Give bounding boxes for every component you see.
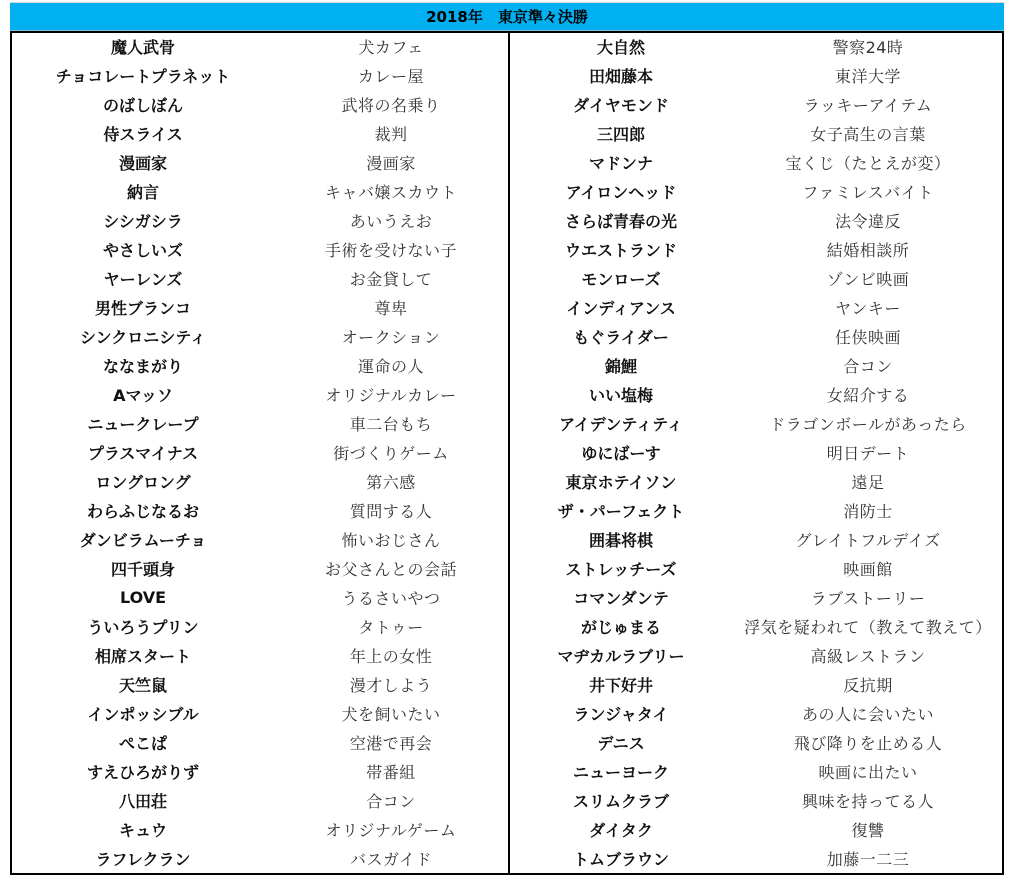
- theme-cell: ゾンビ映画: [826, 270, 910, 289]
- theme-cell: 空港で再会: [349, 734, 433, 753]
- combo-name-cell: スリムクラブ: [572, 792, 669, 811]
- combo-name-cell: 八田荘: [118, 792, 167, 811]
- theme-cell: 復讐: [851, 821, 885, 840]
- combo-name-cell: がじゅまる: [580, 618, 661, 637]
- theme-cell: 警察24時: [832, 38, 904, 57]
- combo-name-cell: やさしいズ: [102, 241, 183, 260]
- table-row: [12, 148, 508, 177]
- theme-cell: 加藤一二三: [826, 850, 910, 869]
- theme-cell: ラッキーアイテム: [803, 96, 933, 115]
- table-row: [510, 177, 1004, 206]
- table-row: [12, 90, 508, 119]
- theme-cell: うるさいやつ: [341, 589, 441, 608]
- table-row: [12, 61, 508, 90]
- table-row: [12, 728, 508, 757]
- theme-cell: お父さんとの会話: [324, 560, 457, 579]
- combo-name-cell: 囲碁将棋: [588, 531, 653, 550]
- combo-name-cell: コマンダンテ: [573, 589, 669, 608]
- combo-name-cell: ストレッチーズ: [565, 560, 677, 579]
- combo-name-cell: ニューヨーク: [572, 763, 669, 782]
- combo-name-cell: チョコレートプラネット: [55, 67, 231, 86]
- table-row: [12, 583, 508, 612]
- table-row: [12, 786, 508, 815]
- theme-cell: 怖いおじさん: [341, 531, 441, 550]
- combo-name-cell: もぐライダー: [573, 328, 669, 347]
- table-row: [12, 757, 508, 786]
- theme-cell: 犬カフェ: [358, 38, 424, 57]
- table-row: [510, 583, 1004, 612]
- combo-name-cell: ウエストランド: [564, 241, 677, 260]
- combo-name-cell: ラフレクラン: [95, 850, 191, 869]
- theme-cell: あの人に会いたい: [801, 705, 934, 724]
- table-row: [12, 177, 508, 206]
- combo-name-cell: シシガシラ: [103, 212, 183, 231]
- theme-cell: ヤンキー: [835, 299, 901, 318]
- theme-cell: 法令違反: [834, 212, 901, 231]
- theme-cell: 合コン: [366, 792, 416, 811]
- table-row: [12, 264, 508, 293]
- table-row: [12, 293, 508, 322]
- table-row: [510, 351, 1004, 380]
- table-row: [12, 699, 508, 728]
- theme-cell: 明日デート: [826, 444, 910, 463]
- table-row: [510, 815, 1004, 844]
- theme-cell: 飛び降りを止める人: [793, 734, 943, 753]
- theme-cell: 漫才しよう: [349, 676, 433, 695]
- theme-cell: 女子高生の言葉: [810, 125, 926, 144]
- theme-cell: 結婚相談所: [826, 241, 910, 260]
- combo-name-cell: 納言: [126, 183, 159, 202]
- combo-name-cell: ニュークレープ: [87, 415, 199, 434]
- theme-cell: 浮気を疑われて（教えて教えて）: [744, 618, 992, 637]
- combo-name-cell: プラスマイナス: [87, 444, 199, 463]
- theme-cell: お金貸して: [349, 270, 433, 289]
- theme-cell: 手術を受けない子: [324, 241, 457, 260]
- combo-name-cell: ランジャタイ: [573, 705, 669, 724]
- table-row: [12, 554, 508, 583]
- table-row: [12, 844, 508, 873]
- theme-cell: 女紹介する: [826, 386, 910, 405]
- combo-name-cell: トムブラウン: [572, 850, 669, 869]
- combo-name-cell: Aマッソ: [113, 386, 173, 405]
- theme-cell: あいうえお: [349, 212, 433, 231]
- table-row: [12, 438, 508, 467]
- table-row: [510, 206, 1004, 235]
- combo-name-cell: 男性ブランコ: [94, 299, 191, 318]
- table-row: [12, 322, 508, 351]
- combo-name-cell: アイデンティティ: [559, 415, 683, 434]
- table-row: [510, 32, 1004, 61]
- table-row: [12, 815, 508, 844]
- table-row: [12, 641, 508, 670]
- sheet-title: 2018年 東京準々決勝: [10, 2, 1004, 31]
- table-row: [510, 61, 1004, 90]
- table-row: [510, 148, 1004, 177]
- table-row: [12, 612, 508, 641]
- combo-name-cell: 井下好井: [588, 676, 653, 695]
- theme-cell: オリジナルカレー: [325, 386, 457, 405]
- table-row: [510, 844, 1004, 873]
- theme-cell: バスガイド: [349, 850, 433, 869]
- theme-cell: 漫画家: [366, 154, 416, 173]
- theme-cell: 高級レストラン: [810, 647, 926, 666]
- table-row: [12, 380, 508, 409]
- combo-name-cell: ヤーレンズ: [103, 270, 183, 289]
- table-row: [510, 786, 1004, 815]
- combo-name-cell: シンクロニシティ: [79, 328, 206, 347]
- theme-cell: 遠足: [851, 473, 885, 492]
- table-row: [12, 119, 508, 148]
- theme-cell: 街づくりゲーム: [333, 444, 449, 463]
- theme-cell: 東洋大学: [834, 67, 901, 86]
- combo-name-cell: すえひろがりず: [86, 763, 199, 782]
- theme-cell: 車二台もち: [349, 415, 433, 434]
- theme-cell: 尊卑: [374, 299, 408, 318]
- combo-name-cell: 田畑藤本: [588, 67, 653, 86]
- combo-name-cell: 東京ホテイソン: [565, 473, 677, 492]
- combo-name-cell: 錦鯉: [604, 357, 637, 376]
- table-row: [510, 90, 1004, 119]
- combo-name-cell: 四千頭身: [110, 560, 175, 579]
- results-table: [10, 31, 1004, 875]
- table-row: [510, 467, 1004, 496]
- combo-name-cell: 漫画家: [118, 154, 167, 173]
- table-row: [510, 409, 1004, 438]
- theme-cell: キャバ嬢スカウト: [324, 183, 457, 202]
- left-panel: [12, 33, 508, 873]
- table-row: [12, 670, 508, 699]
- theme-cell: オリジナルゲーム: [325, 821, 457, 840]
- table-row: [12, 235, 508, 264]
- theme-cell: ドラゴンボールがあったら: [769, 415, 967, 434]
- table-row: [510, 496, 1004, 525]
- combo-name-cell: ダイヤモンド: [573, 96, 669, 115]
- combo-name-cell: 魔人武骨: [110, 38, 175, 57]
- table-row: [510, 612, 1004, 641]
- theme-cell: 合コン: [843, 357, 893, 376]
- theme-cell: 宝くじ（たとえが変）: [785, 154, 951, 173]
- table-row: [510, 641, 1004, 670]
- theme-cell: 年上の女性: [349, 647, 433, 666]
- combo-name-cell: インディアンス: [566, 299, 676, 318]
- combo-name-cell: 天竺鼠: [118, 676, 167, 695]
- theme-cell: 消防士: [843, 502, 893, 521]
- table-row: [510, 235, 1004, 264]
- theme-cell: 質問する人: [349, 502, 433, 521]
- table-row: [12, 525, 508, 554]
- combo-name-cell: 相席スタート: [94, 647, 191, 666]
- combo-name-cell: いい塩梅: [588, 386, 653, 405]
- combo-name-cell: インポッシブル: [87, 705, 199, 724]
- table-row: [12, 206, 508, 235]
- theme-cell: ラブストーリー: [810, 589, 926, 608]
- table-row: [12, 351, 508, 380]
- table-row: [510, 728, 1004, 757]
- combo-name-cell: 大自然: [596, 38, 645, 57]
- table-row: [12, 409, 508, 438]
- combo-name-cell: モンローズ: [581, 270, 661, 289]
- table-row: [12, 32, 508, 61]
- table-row: [510, 293, 1004, 322]
- theme-cell: グレイトフルデイズ: [795, 531, 941, 550]
- table-row: [510, 757, 1004, 786]
- combo-name-cell: わらふじなるお: [86, 502, 199, 521]
- table-row: [12, 467, 508, 496]
- combo-name-cell: ぺこぱ: [118, 734, 167, 753]
- combo-name-cell: ダンビラムーチョ: [79, 531, 207, 550]
- theme-cell: タトゥー: [358, 618, 424, 637]
- combo-name-cell: ザ・パーフェクト: [557, 502, 685, 521]
- theme-cell: 運命の人: [357, 357, 424, 376]
- theme-cell: 犬を飼いたい: [341, 705, 441, 724]
- combo-name-cell: アイロンヘッド: [565, 183, 677, 202]
- combo-name-cell: ダイタク: [589, 821, 653, 840]
- table-row: [510, 554, 1004, 583]
- combo-name-cell: ななまがり: [102, 357, 183, 376]
- theme-cell: 帯番組: [366, 763, 416, 782]
- combo-name-cell: のばしぼん: [102, 96, 183, 115]
- table-row: [510, 119, 1004, 148]
- table-row: [510, 525, 1004, 554]
- theme-cell: 武将の名乗り: [341, 96, 441, 115]
- combo-name-cell: ゆにばーす: [581, 444, 661, 463]
- theme-cell: ファミレスバイト: [802, 183, 934, 202]
- table-row: [510, 438, 1004, 467]
- theme-cell: 任侠映画: [834, 328, 901, 347]
- theme-cell: オークション: [341, 328, 441, 347]
- table-row: [510, 380, 1004, 409]
- combo-name-cell: キュウ: [118, 821, 167, 840]
- theme-cell: 裁判: [374, 125, 408, 144]
- theme-cell: カレー屋: [357, 67, 424, 86]
- combo-name-cell: マドンナ: [588, 154, 653, 173]
- combo-name-cell: LOVE: [119, 588, 167, 607]
- right-panel: [510, 33, 1004, 873]
- table-row: [510, 264, 1004, 293]
- theme-cell: 興味を持ってる人: [801, 792, 934, 811]
- combo-name-cell: デニス: [597, 734, 645, 753]
- table-row: [12, 496, 508, 525]
- combo-name-cell: 侍スライス: [103, 125, 183, 144]
- table-row: [510, 670, 1004, 699]
- combo-name-cell: ロングロング: [95, 473, 191, 492]
- theme-cell: 映画に出たい: [818, 763, 918, 782]
- theme-cell: 第六感: [366, 473, 416, 492]
- combo-name-cell: 三四郎: [596, 125, 645, 144]
- combo-name-cell: マヂカルラブリー: [557, 647, 685, 666]
- table-row: [510, 699, 1004, 728]
- combo-name-cell: さらば青春の光: [564, 212, 677, 231]
- theme-cell: 映画館: [843, 560, 893, 579]
- theme-cell: 反抗期: [843, 676, 893, 695]
- table-row: [510, 322, 1004, 351]
- combo-name-cell: ういろうプリン: [87, 618, 199, 637]
